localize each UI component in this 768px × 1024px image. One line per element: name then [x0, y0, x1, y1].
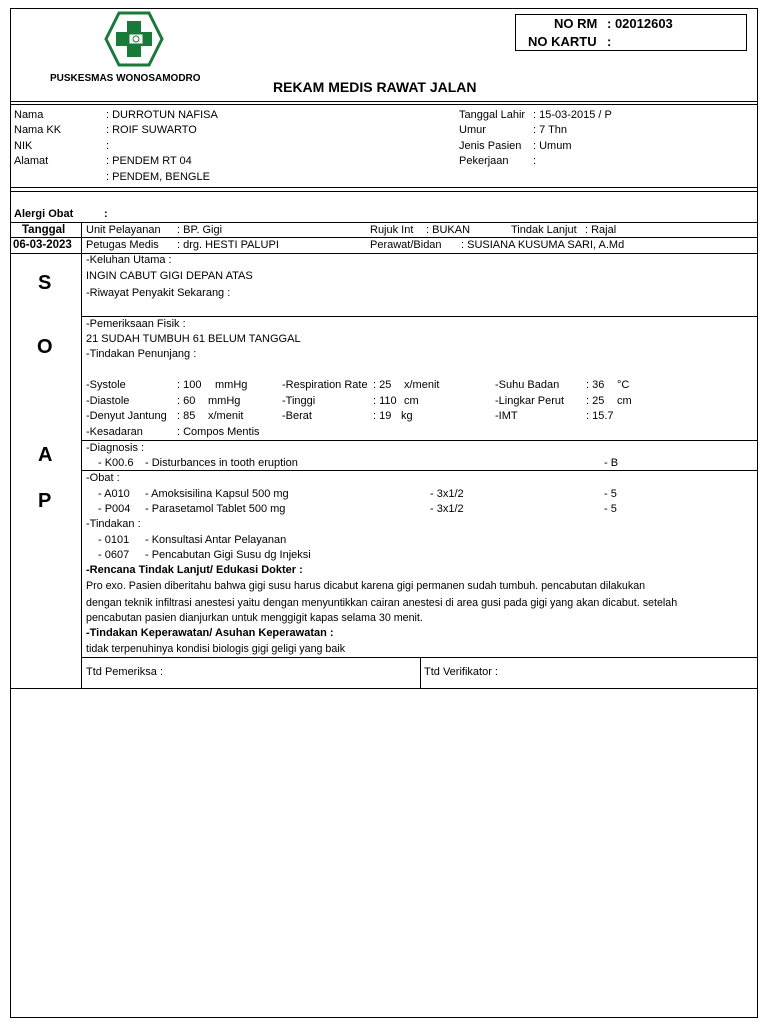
systole-unit: mmHg: [215, 379, 248, 391]
tindakan-label: -Tindakan :: [86, 518, 141, 530]
obat-dose: - 3x1/2: [430, 503, 464, 515]
tinggi-label: -Tinggi: [282, 395, 316, 407]
divider: [10, 222, 758, 223]
keluhan-label: -Keluhan Utama :: [86, 254, 172, 266]
pekerjaan-value: :: [533, 155, 537, 167]
obat-qty: - 5: [604, 488, 617, 500]
perawat-label: Perawat/Bidan: [370, 239, 442, 251]
nama-kk-value: : ROIF SUWARTO: [106, 124, 197, 136]
tinggi-unit: cm: [404, 395, 419, 407]
respiration-label: -Respiration Rate: [282, 379, 368, 391]
obat-code: - A010: [98, 488, 130, 500]
umur-value: : 7 Thn: [533, 124, 568, 136]
diagnosis-label: -Diagnosis :: [86, 442, 145, 454]
org-name: PUSKESMAS WONOSAMODRO: [50, 73, 201, 84]
soap-letter-a: A: [38, 444, 53, 466]
tinggi-value: : 110: [373, 395, 397, 407]
suhu-unit: °C: [617, 379, 630, 391]
divider: [10, 191, 758, 192]
alergi-label: Alergi Obat: [14, 208, 74, 220]
obat-dose: - 3x1/2: [430, 488, 464, 500]
nama-value: : DURROTUN NAFISA: [106, 109, 218, 121]
nik-label: NIK: [14, 140, 33, 152]
respiration-value: : 25: [373, 379, 392, 391]
berat-unit: kg: [401, 410, 413, 422]
umur-label: Umur: [459, 124, 486, 136]
tindak-lanjut-label: Tindak Lanjut: [511, 224, 577, 236]
riwayat-label: -Riwayat Penyakit Sekarang :: [86, 287, 231, 299]
lingkar-perut-label: -Lingkar Perut: [495, 395, 565, 407]
divider: [10, 237, 758, 238]
alergi-value: :: [104, 208, 108, 220]
keperawatan-label: -Tindakan Keperawatan/ Asuhan Keperawatan :: [86, 627, 334, 639]
soap-letter-o: O: [37, 336, 53, 358]
rencana-line: Pro exo. Pasien diberitahu bahwa gigi susu harus dicabut karena gigi permanen sudah tumbuh. pencabutan dilakukan: [86, 580, 646, 592]
alamat-value-2: : PENDEM, BENGLE: [106, 171, 210, 183]
keluhan-value: INGIN CABUT GIGI DEPAN ATAS: [86, 270, 253, 282]
kesadaran-value: : Compos Mentis: [177, 426, 260, 438]
nama-kk-label: Nama KK: [14, 124, 62, 136]
systole-label: -Systole: [86, 379, 126, 391]
berat-value: : 19: [373, 410, 392, 422]
soap-letter-s: S: [38, 272, 52, 294]
tanggal-lahir-label: Tanggal Lahir: [459, 109, 526, 121]
ttd-pemeriksa-label: Ttd Pemeriksa :: [86, 666, 164, 678]
denyut-unit: x/menit: [208, 410, 244, 422]
perawat-value: : SUSIANA KUSUMA SARI, A.Md: [461, 239, 625, 251]
alamat-value: : PENDEM RT 04: [106, 155, 192, 167]
alamat-label: Alamat: [14, 155, 49, 167]
nik-value: :: [106, 140, 110, 152]
petugas-medis-value: : drg. HESTI PALUPI: [177, 239, 279, 251]
rencana-line: pencabutan pasien dianjurkan untuk menggigit kapas selama 30 menit.: [86, 612, 423, 624]
rujuk-label: Rujuk Int: [370, 224, 414, 236]
rencana-line: dengan teknik infiltrasi anestesi yaitu dengan menyuntikkan cairan anestesi di area gusi pada gigi yang akan dicabut. setelah: [86, 597, 678, 609]
denyut-value: : 85: [177, 410, 196, 422]
respiration-unit: x/menit: [404, 379, 440, 391]
obat-name: - Parasetamol Tablet 500 mg: [145, 503, 286, 515]
tindakan-name: - Pencabutan Gigi Susu dg Injeksi: [145, 549, 311, 561]
pemeriksaan-fisik-value: 21 SUDAH TUMBUH 61 BELUM TANGGAL: [86, 333, 301, 345]
diastole-value: : 60: [177, 395, 196, 407]
jenis-pasien-value: : Umum: [533, 140, 572, 152]
diastole-label: -Diastole: [86, 395, 130, 407]
imt-value: : 15.7: [586, 410, 614, 422]
no-rm-label: NO RM: [554, 16, 598, 31]
pemeriksaan-fisik-label: -Pemeriksaan Fisik :: [86, 318, 186, 330]
divider: [10, 101, 758, 102]
obat-name: - Amoksisilina Kapsul 500 mg: [145, 488, 289, 500]
lingkar-perut-value: : 25: [586, 395, 605, 407]
soap-column-divider: [81, 222, 82, 689]
tindakan-code: - 0101: [98, 534, 130, 546]
divider: [81, 470, 758, 471]
berat-label: -Berat: [282, 410, 312, 422]
divider: [81, 440, 758, 441]
divider: [10, 688, 758, 689]
petugas-medis-label: Petugas Medis: [86, 239, 159, 251]
imt-label: -IMT: [495, 410, 518, 422]
suhu-label: -Suhu Badan: [495, 379, 560, 391]
lingkar-perut-unit: cm: [617, 395, 632, 407]
suhu-value: : 36: [586, 379, 605, 391]
denyut-label: -Denyut Jantung: [86, 410, 167, 422]
diagnosis-type: - B: [604, 457, 619, 469]
diagnosis-desc: - Disturbances in tooth eruption: [145, 457, 298, 469]
nama-label: Nama: [14, 109, 44, 121]
obat-qty: - 5: [604, 503, 617, 515]
diagnosis-code: - K00.6: [98, 457, 134, 469]
divider: [10, 104, 758, 105]
tindakan-name: - Konsultasi Antar Pelayanan: [145, 534, 287, 546]
rujuk-value: : BUKAN: [426, 224, 471, 236]
tindak-lanjut-value: : Rajal: [585, 224, 617, 236]
signature-divider: [420, 657, 421, 689]
ttd-verifikator-label: Ttd Verifikator :: [424, 666, 498, 678]
no-kartu-value: :: [607, 34, 612, 49]
diastole-unit: mmHg: [208, 395, 241, 407]
tindakan-code: - 0607: [98, 549, 130, 561]
obat-code: - P004: [98, 503, 131, 515]
tanggal-label: Tanggal: [22, 224, 66, 236]
pekerjaan-label: Pekerjaan: [459, 155, 509, 167]
kesadaran-label: -Kesadaran: [86, 426, 143, 438]
obat-label: -Obat :: [86, 472, 120, 484]
tindakan-penunjang-label: -Tindakan Penunjang :: [86, 348, 197, 360]
rencana-label: -Rencana Tindak Lanjut/ Edukasi Dokter :: [86, 564, 303, 576]
divider: [10, 187, 758, 188]
jenis-pasien-label: Jenis Pasien: [459, 140, 522, 152]
no-rm-value: : 02012603: [607, 16, 673, 31]
puskesmas-logo-icon: [104, 11, 164, 67]
tanggal-value: 06-03-2023: [13, 239, 72, 251]
tanggal-lahir-value: : 15-03-2015 / P: [533, 109, 612, 121]
no-kartu-label: NO KARTU: [528, 34, 597, 49]
soap-letter-p: P: [38, 490, 52, 512]
divider: [81, 316, 758, 317]
systole-value: : 100: [177, 379, 202, 391]
unit-pelayanan-value: : BP. Gigi: [177, 224, 223, 236]
unit-pelayanan-label: Unit Pelayanan: [86, 224, 161, 236]
keperawatan-value: tidak terpenuhinya kondisi biologis gigi geligi yang baik: [86, 643, 346, 655]
page-title: REKAM MEDIS RAWAT JALAN: [273, 79, 477, 95]
